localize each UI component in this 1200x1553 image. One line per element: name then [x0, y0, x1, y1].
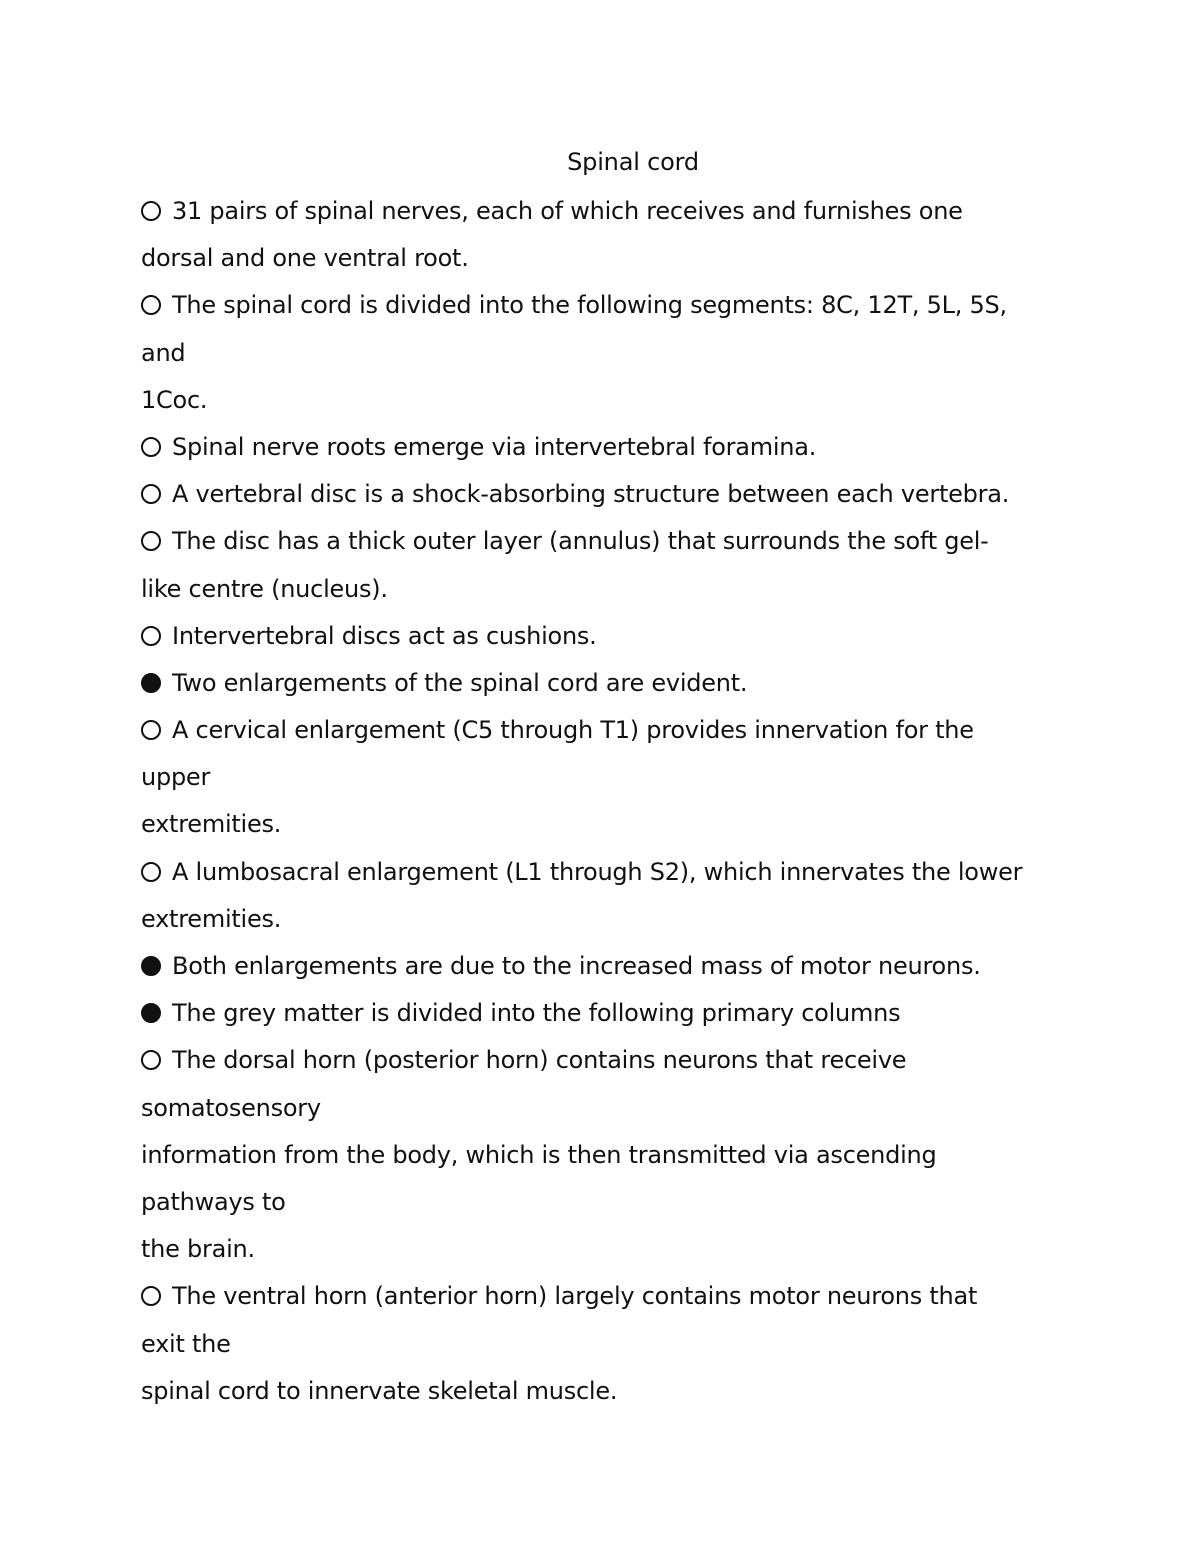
bullet-item: [141, 520, 1141, 567]
bullet-item: [141, 709, 1141, 756]
bullet-item: [141, 945, 1141, 992]
hollow-circle-bullet-icon: [141, 437, 161, 457]
filled-circle-bullet-icon: [141, 673, 161, 693]
text-line: [141, 803, 1141, 850]
bullet-item: [141, 190, 1141, 237]
filled-circle-bullet-icon: [141, 956, 161, 976]
line-text: A lumbosacral enlargement (L1 through S2), which innervates the lower: [172, 857, 1023, 886]
text-line: [141, 1087, 1141, 1134]
line-text: A cervical enlargement (C5 through T1) provides innervation for the: [172, 716, 974, 745]
line-text: Spinal nerve roots emerge via intervertebral foramina.: [172, 432, 817, 461]
bullet-item: [141, 662, 1141, 709]
line-text: Both enlargements are due to the increased mass of motor neurons.: [172, 952, 981, 980]
line-text: The ventral horn (anterior horn) largely contains motor neurons that: [172, 1282, 978, 1311]
line-text: information from the body, which is then transmitted via ascending: [141, 1140, 937, 1169]
page-title: Spinal cord: [567, 148, 699, 176]
line-text: spinal cord to innervate skeletal muscle.: [141, 1376, 618, 1405]
line-text: Two enlargements of the spinal cord are evident.: [172, 668, 748, 697]
text-line: [141, 568, 1141, 615]
text-line: [141, 1370, 1141, 1417]
line-text: pathways to: [141, 1187, 286, 1216]
text-line: [141, 1181, 1141, 1228]
line-text: upper: [141, 763, 211, 792]
line-text: exit the: [141, 1329, 231, 1358]
line-text: The disc has a thick outer layer (annulus) that surrounds the soft gel-: [172, 527, 989, 556]
text-line: [141, 1134, 1141, 1181]
filled-circle-bullet-icon: [141, 1003, 161, 1023]
text-line: [141, 237, 1141, 284]
hollow-circle-bullet-icon: [141, 862, 161, 882]
text-line: [141, 756, 1141, 803]
line-text: dorsal and one ventral root.: [141, 244, 469, 273]
line-text: somatosensory: [141, 1093, 321, 1122]
line-text: and: [141, 338, 186, 367]
line-text: The grey matter is divided into the following primary columns: [172, 999, 901, 1028]
hollow-circle-bullet-icon: [141, 531, 161, 551]
line-text: extremities.: [141, 904, 282, 933]
line-text: A vertebral disc is a shock-absorbing structure between each vertebra.: [172, 480, 1010, 509]
hollow-circle-bullet-icon: [141, 1050, 161, 1070]
line-text: 1Coc.: [141, 385, 208, 414]
text-line: [141, 898, 1141, 945]
line-text: The dorsal horn (posterior horn) contains neurons that receive: [172, 1046, 907, 1075]
bullet-item: [141, 992, 1141, 1039]
bullet-item: [141, 426, 1141, 473]
bullet-item: [141, 1039, 1141, 1086]
line-text: The spinal cord is divided into the following segments: 8C, 12T, 5L, 5S,: [172, 291, 1007, 320]
hollow-circle-bullet-icon: [141, 201, 161, 221]
line-text: the brain.: [141, 1235, 255, 1264]
bullet-item: [141, 284, 1141, 331]
text-line: [141, 1323, 1141, 1370]
bullet-item: [141, 615, 1141, 662]
line-text: extremities.: [141, 810, 282, 839]
line-text: Intervertebral discs act as cushions.: [172, 621, 597, 650]
line-text: 31 pairs of spinal nerves, each of which receives and furnishes one: [172, 197, 963, 225]
line-text: like centre (nucleus).: [141, 574, 388, 603]
hollow-circle-bullet-icon: [141, 720, 161, 740]
bullet-item: [141, 851, 1141, 898]
bullet-item: [141, 473, 1141, 520]
hollow-circle-bullet-icon: [141, 626, 161, 646]
body-text: [141, 190, 1141, 1417]
text-line: [141, 1228, 1141, 1275]
bullet-item: [141, 1275, 1141, 1322]
hollow-circle-bullet-icon: [141, 295, 161, 315]
text-line: [141, 332, 1141, 379]
hollow-circle-bullet-icon: [141, 1286, 161, 1306]
text-line: [141, 379, 1141, 426]
hollow-circle-bullet-icon: [141, 484, 161, 504]
